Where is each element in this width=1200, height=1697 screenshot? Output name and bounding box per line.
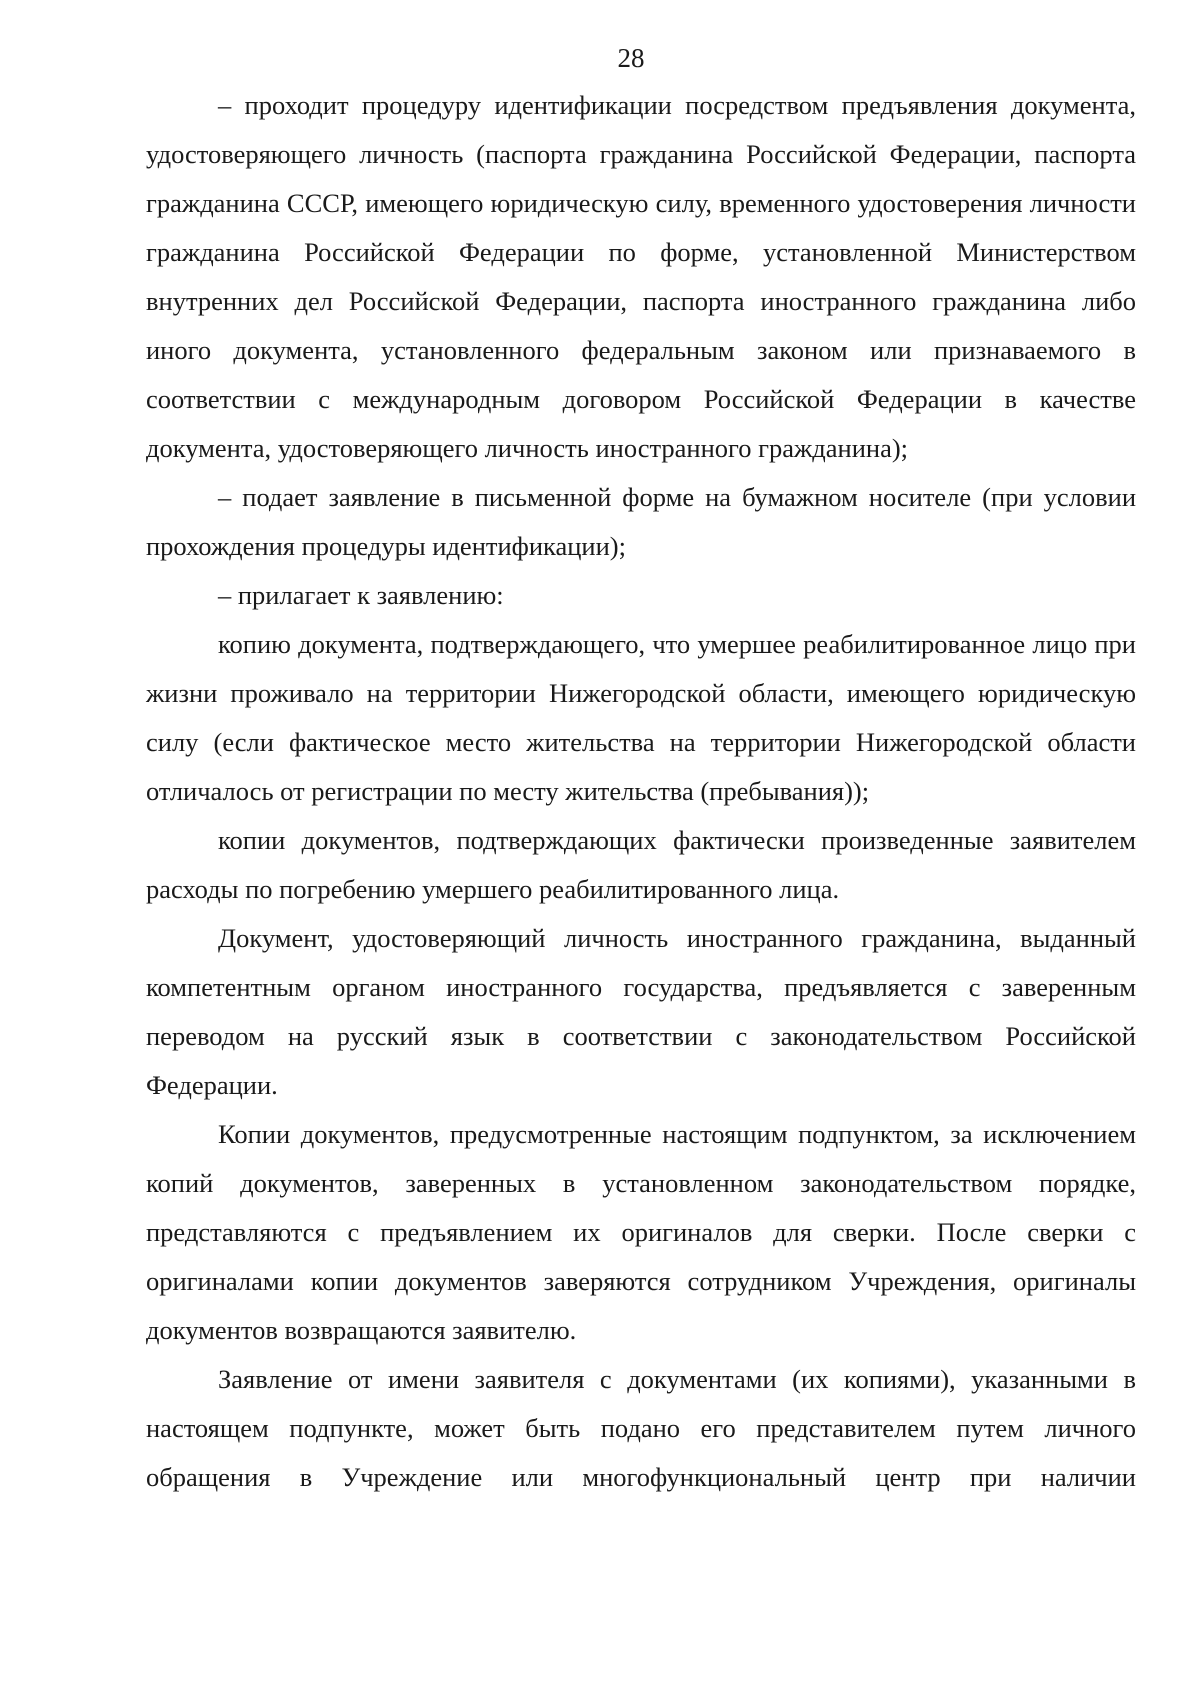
paragraph-attach-to-application: – прилагает к заявлению: <box>218 580 504 610</box>
paragraph-foreign-identity-document: Документ, удостоверяющий личность иностранного гражданина, выданный компетентным органом иностранного государства, предъявляется с заверенным переводом на русский язык в соответствии с законодательством Российской Федерации. <box>146 923 1136 1100</box>
document-body <box>146 81 1136 1502</box>
page-number: 28 <box>617 43 645 73</box>
paragraph-submit-application: – подает заявление в письменной форме на бумажном носителе (при условии прохождения процедуры идентификации); <box>146 482 1136 561</box>
paragraph-identification-procedure: – проходит процедуру идентификации посредством предъявления документа, удостоверяющего личность (паспорта гражданина Российской Федерации, паспорта гражданина СССР, имеющего юридическую силу, временного удостоверения личности гражданина Российской Федерации по форме, установленной Министерством внутренних дел Российской Федерации, паспорта иностранного гражданина либо иного документа, установленного федеральным законом или признаваемого в соответствии с международным договором Российской Федерации в качестве документа, удостоверяющего личность иностранного гражданина); <box>146 90 1136 463</box>
paragraph-document-copies-verification: Копии документов, предусмотренные настоящим подпунктом, за исключением копий документов, заверенных в установленном законодательством порядке, представляются с предъявлением их оригиналов для сверки. После сверки с оригиналами копии документов заверяются сотрудником Учреждения, оригиналы документов возвращаются заявителю. <box>146 1119 1136 1345</box>
paragraph-representative-application: Заявление от имени заявителя с документами (их копиями), указанными в настоящем подпункте, может быть подано его представителем путем личного обращения в Учреждение или многофункциональный центр при наличии <box>146 1364 1136 1492</box>
paragraph-copy-residence-document: копию документа, подтверждающего, что умершее реабилитированное лицо при жизни проживало на территории Нижегородской области, имеющего юридическую силу (если фактическое место жительства на территории Нижегородской области отличалось от регистрации по месту жительства (пребывания)); <box>146 629 1136 806</box>
paragraph-copy-expense-documents: копии документов, подтверждающих фактически произведенные заявителем расходы по погребению умершего реабилитированного лица. <box>146 825 1136 904</box>
